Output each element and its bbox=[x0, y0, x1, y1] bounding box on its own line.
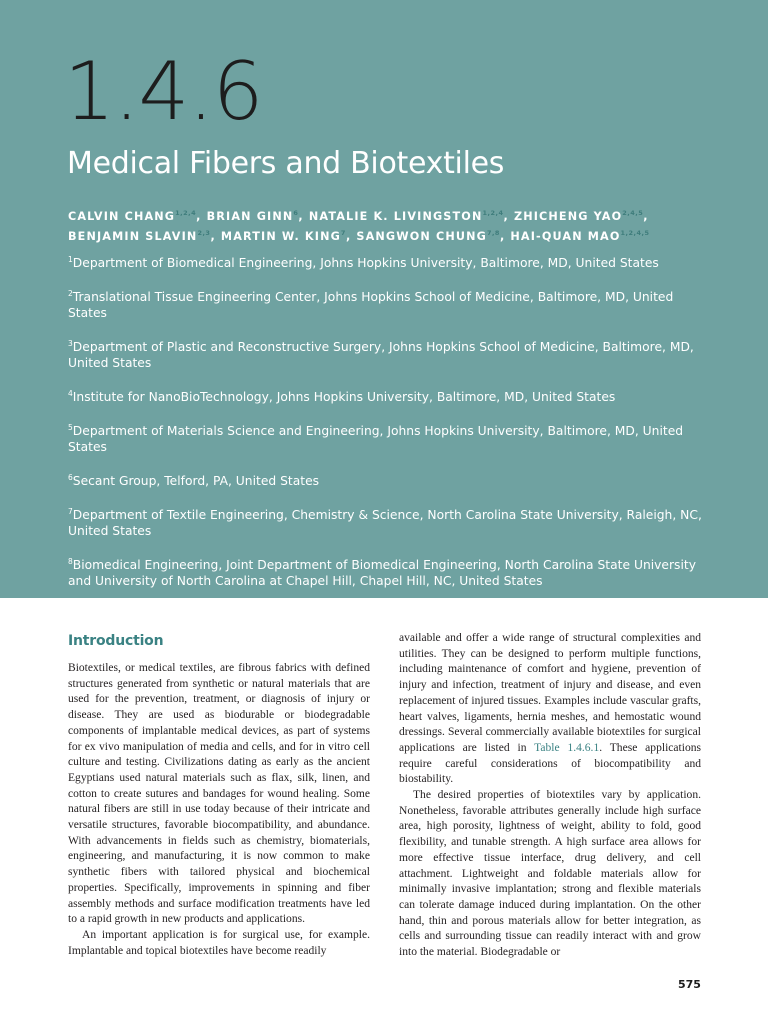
body-paragraph: Biotextiles, or medical textiles, are fibrous fabrics with defined structures generated from synthetic or natural materials that are used for the prevention, treatment, or diagnosis of injury or disease. They are used as biodurable or biodegradable components of implantable medical devices, as part of systems for ex vivo manipulation of media and cells, and for in vitro cell culture and testing. Civilizations dating as early as the ancient Egyptians used natural materials such as flax, silk, linen, and cotton to create sutures and bandages for wound healing. Some natural fibers are still in use today because of their intricate and versatile structures, favorable biocompatibility, and abundance. With advancements in fields such as chemistry, biomaterials, engineering, and manufacturing, it is now common to make synthetic fibers with tailored physical and biochemical properties. Specifically, improvements in spinning and fiber assembly methods and surface modification treatments have led to a rapid growth in new products and applications. bbox=[68, 662, 370, 926]
chapter-title: Medical Fibers and Biotextiles bbox=[67, 146, 505, 181]
body-paragraph: The desired properties of biotextiles vary by application. Nonetheless, favorable attributes generally include high surface area, high porosity, lightness of weight, ability to fold, good flexibility, and tunable strength. A high surface area allows for more effective tissue interface, drug delivery, and cell attachment. Lightweight and foldable materials allow for minimally invasive implantation; strong and flexible materials can tolerate damage induced during implantation. On the other hand, thin and porous materials allow for better integration, as cells and surrounding tissue can readily interact with and grow into the material. Biodegradable or bbox=[399, 789, 701, 959]
author-entry bbox=[510, 230, 649, 243]
author-separator: , bbox=[499, 230, 511, 243]
author-entry bbox=[309, 210, 514, 223]
author-affiliation-refs: 1,2,4 bbox=[482, 209, 504, 217]
affiliation-text: Department of Textile Engineering, Chemistry & Science, North Carolina State University, Raleigh, NC, United States bbox=[68, 508, 702, 538]
author-affiliation-refs: 2,4,5 bbox=[622, 209, 644, 217]
affiliation-text: Institute for NanoBioTechnology, Johns Hopkins University, Baltimore, MD, United States bbox=[72, 390, 616, 404]
affiliation-number: 6 bbox=[68, 473, 73, 482]
affiliation-number: 5 bbox=[68, 423, 73, 432]
paragraph-text: available and offer a wide range of structural complexities and utilities. They can be designed to perform multiple functions, including maintenance of comfort and hygiene, prevention of injury and infection, treatment of injury and disease, and even replacement of injured tissues. Examples include vascular grafts, heart valves, ligaments, hernia meshes, and hemostatic wound dressings. Several commercially available biotextiles for surgical applications are listed in bbox=[399, 632, 701, 754]
affiliation-item bbox=[68, 554, 708, 589]
author-affiliation-refs: 6 bbox=[293, 209, 299, 217]
affiliation-text: Department of Plastic and Reconstructive Surgery, Johns Hopkins School of Medicine, Baltimore, MD, United States bbox=[68, 340, 694, 370]
author-name: NATALIE K. LIVINGSTON bbox=[308, 210, 483, 223]
author-entry bbox=[68, 230, 221, 243]
author-separator: , bbox=[643, 210, 649, 223]
author-name: HAI-QUAN MAO bbox=[510, 230, 621, 243]
author-separator: , bbox=[298, 210, 309, 223]
affiliation-number: 8 bbox=[68, 557, 73, 566]
body-paragraph: An important application is for surgical use, for example. Implantable and topical biotextiles have become readily bbox=[68, 928, 370, 957]
author-affiliation-refs: 1,2,4 bbox=[175, 209, 197, 217]
paragraph-text: . These applications require careful considerations of biocompatibility and biostability. bbox=[399, 741, 701, 786]
author-separator: , bbox=[345, 230, 357, 243]
author-separator: , bbox=[503, 210, 514, 223]
author-entry bbox=[207, 210, 309, 223]
affiliation-text: Secant Group, Telford, PA, United States bbox=[72, 474, 320, 488]
author-affiliation-refs: 7,8 bbox=[486, 229, 500, 237]
author-name: MARTIN W. KING bbox=[220, 230, 341, 243]
author-name: ZHICHENG YAO bbox=[513, 210, 623, 223]
body-column-right bbox=[399, 631, 701, 961]
affiliation-item bbox=[68, 420, 708, 455]
author-name: BENJAMIN SLAVIN bbox=[68, 230, 198, 243]
affiliation-text: Department of Materials Science and Engineering, Johns Hopkins University, Baltimore, MD, United States bbox=[68, 424, 684, 454]
author-affiliation-refs: 7 bbox=[340, 229, 346, 237]
affiliation-text: Biomedical Engineering, Joint Department of Biomedical Engineering, North Carolina State University and University of North Carolina at Chapel Hill, Chapel Hill, NC, United States bbox=[68, 558, 696, 588]
author-entry bbox=[221, 230, 357, 243]
author-entry bbox=[356, 230, 510, 243]
affiliation-item bbox=[68, 286, 708, 321]
author-entry bbox=[514, 210, 649, 223]
affiliation-item bbox=[68, 252, 708, 271]
affiliation-text: Department of Biomedical Engineering, Johns Hopkins University, Baltimore, MD, United States bbox=[72, 256, 659, 270]
affiliation-item bbox=[68, 336, 708, 371]
author-name: SANGWON CHUNG bbox=[356, 230, 487, 243]
author-name: BRIAN GINN bbox=[206, 210, 294, 223]
author-separator: , bbox=[210, 230, 221, 243]
affiliation-number: 7 bbox=[68, 507, 73, 516]
author-entry bbox=[68, 210, 207, 223]
author-separator: , bbox=[196, 210, 207, 223]
affiliation-item bbox=[68, 470, 708, 489]
affiliation-number: 2 bbox=[68, 289, 73, 298]
affiliation-number: 4 bbox=[68, 389, 73, 398]
table-reference-link[interactable]: Table 1.4.6.1 bbox=[534, 741, 600, 754]
author-affiliation-refs: 2,3 bbox=[197, 229, 211, 237]
body-paragraph-continued bbox=[399, 631, 701, 788]
author-affiliation-refs: 1,2,4,5 bbox=[620, 229, 650, 237]
author-name: CALVIN CHANG bbox=[68, 210, 176, 223]
affiliation-number: 1 bbox=[68, 255, 73, 264]
affiliation-item bbox=[68, 504, 708, 539]
body-column-left bbox=[68, 631, 370, 959]
section-heading-introduction: Introduction bbox=[68, 633, 164, 649]
affiliation-text: Translational Tissue Engineering Center, Johns Hopkins School of Medicine, Baltimore, MD, United States bbox=[68, 290, 674, 320]
affiliation-item bbox=[68, 386, 708, 405]
affiliation-list bbox=[68, 252, 708, 604]
author-list bbox=[68, 205, 728, 245]
affiliation-number: 3 bbox=[68, 339, 73, 348]
chapter-number: 1.4.6 bbox=[64, 45, 263, 138]
page-number: 575 bbox=[678, 978, 701, 991]
